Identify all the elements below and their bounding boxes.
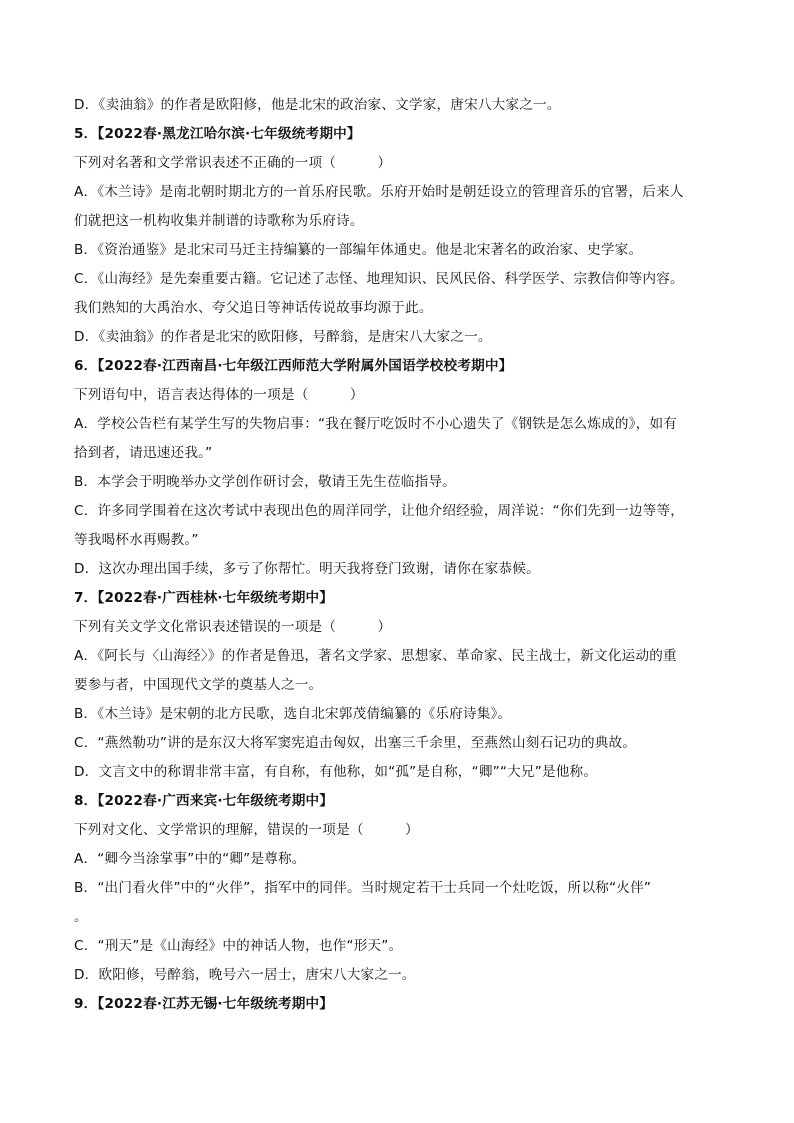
text-line: D．文言文中的称谓非常丰富，有自称，有他称，如“孤”是自称，“卿”“大兄”是他称。 [74,764,598,780]
text-line: B．“出门看火伴”中的“火伴”，指军中的同伴。当时规定若干士兵同一个灶吃饭，所以称“火伴” [74,880,652,896]
text-line: 。 [74,909,88,925]
text-line: A．学校公告栏有某学生写的失物启事：“我在餐厅吃饭时不小心遗失了《钢铁是怎么炼成的》，如有 [74,416,678,432]
text-line: 下列对文化、文学常识的理解，错误的一项是（ ） [74,822,419,838]
text-line: 我们熟知的大禹治水、夸父追日等神话传说故事均源于此。 [74,300,433,316]
text-line: A．《阿长与〈山海经〉》的作者是鲁迅，著名文学家、思想家、革命家、民主战士，新文化运动的重 [74,648,677,664]
text-line: B．《木兰诗》是宋朝的北方民歌，选自北宋郭茂倩编纂的《乐府诗集》。 [74,706,512,722]
question-heading: 6．【2022春·江西南昌·七年级江西师范大学附属外国语学校校考期中】 [74,358,513,374]
text-line: A．“卿今当涂掌事”中的“卿”是尊称。 [74,851,306,867]
text-line: 下列有关文学文化常识表述错误的一项是（ ） [74,619,392,635]
question-heading: 5．【2022春·黑龙江哈尔滨·七年级统考期中】 [74,126,361,142]
text-line: B．本学会于明晚举办文学创作研讨会，敬请王先生莅临指导。 [74,474,456,490]
question-heading: 7．【2022春·广西桂林·七年级统考期中】 [74,590,334,606]
text-line: 下列语句中，语言表达得体的一项是（ ） [74,387,364,403]
text-line: B．《资治通鉴》是北宋司马迁主持编纂的一部编年体通史。他是北宋著名的政治家、史学家。 [74,242,643,258]
text-line: C．《山海经》是先秦重要古籍。它记述了志怪、地理知识、民风民俗、科学医学、宗教信仰等内容。 [74,271,684,287]
text-line: 等我喝杯水再赐教。” [74,532,199,548]
text-line: D．这次办理出国手续，多亏了你帮忙。明天我将登门致谢，请你在家恭候。 [74,561,540,577]
text-line: D．欧阳修，号醉翁，晚号六一居士，唐宋八大家之一。 [74,967,416,983]
text-line: 下列对名著和文学常识表述不正确的一项（ ） [74,155,392,171]
question-heading: 8．【2022春·广西来宾·七年级统考期中】 [74,793,334,809]
text-line: D．《卖油翁》的作者是北宋的欧阳修，号醉翁，是唐宋八大家之一。 [74,329,492,345]
text-line: C．许多同学围着在这次考试中表现出色的周洋同学，让他介绍经验，周洋说：“你们先到一边等等， [74,503,685,519]
text-line: C．“燕然勒功”讲的是东汉大将军窦宪追击匈奴，出塞三千余里，至燕然山刻石记功的典故。 [74,735,637,751]
text-line: D．《卖油翁》的作者是欧阳修，他是北宋的政治家、文学家，唐宋八大家之一。 [74,97,561,113]
text-line: C．“刑天”是《山海经》中的神话人物，也作“形天”。 [74,938,403,954]
text-line: 们就把这一机构收集并制谱的诗歌称为乐府诗。 [74,213,364,229]
text-line: 要参与者，中国现代文学的奠基人之一。 [74,677,323,693]
question-heading: 9．【2022春·江苏无锡·七年级统考期中】 [74,996,334,1012]
text-line: A．《木兰诗》是南北朝时期北方的一首乐府民歌。乐府开始时是朝廷设立的管理音乐的官署，后来人 [74,184,684,200]
text-line: 拾到者，请迅速还我。” [74,445,213,461]
